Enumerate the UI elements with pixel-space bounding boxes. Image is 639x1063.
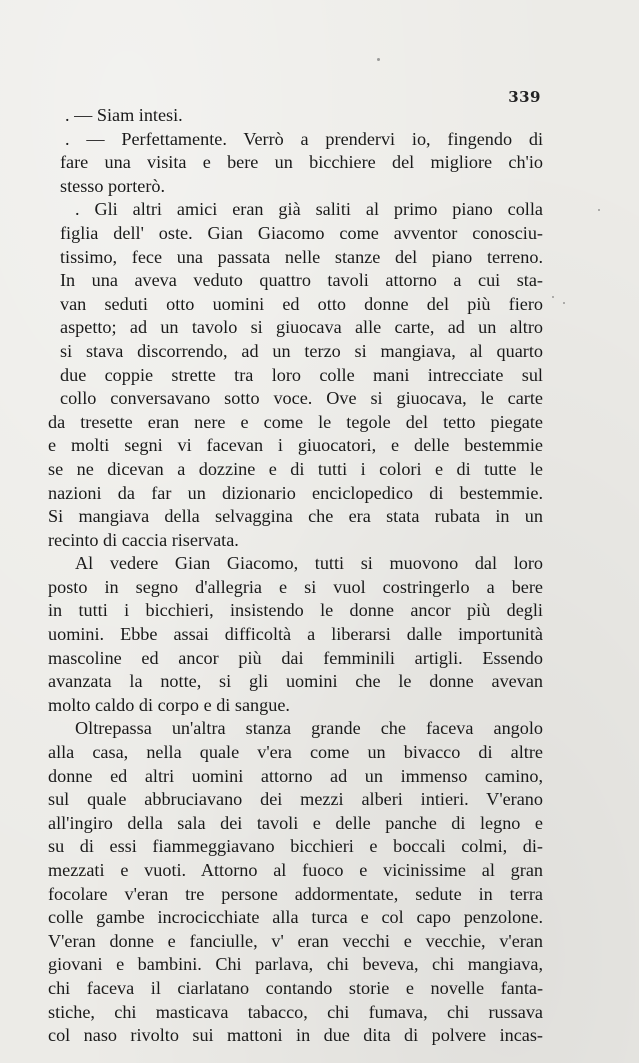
text-line: Oltrepassa un'altra stanza grande che faceva angolo <box>75 718 543 739</box>
text-line: colle gambe incrocicchiate alla turca e col capo penzolone. <box>48 907 543 928</box>
text-line: due coppie strette tra loro colle mani intrecciate sul <box>60 364 543 385</box>
body-text <box>48 104 543 1048</box>
text-line: Si mangiava della selvaggina che era stata rubata in un <box>48 506 543 527</box>
text-line: collo conversavano sotto voce. Ove si giuocava, le carte <box>60 388 543 409</box>
text-line: In una aveva veduto quattro tavoli attorno a cui sta- <box>60 270 543 291</box>
text-line: Al vedere Gian Giacomo, tutti si muovono dal loro <box>75 553 543 574</box>
text-line: e molti segni vi facevan i giuocatori, e delle bestemmie <box>48 435 543 456</box>
text-line: all'ingiro della sala dei tavoli e delle panche di legno e <box>48 812 543 833</box>
text-line: avanzata la notte, si gli uomini che le donne avevan <box>48 671 543 692</box>
text-line: sul quale abbruciavano dei mezzi alberi intieri. V'erano <box>48 789 543 810</box>
text-line: nazioni da far un dizionario enciclopedico di bestemmie. <box>48 482 543 503</box>
print-speck <box>552 296 554 298</box>
text-line: si stava discorrendo, ad un terzo si mangiava, al quarto <box>60 340 543 361</box>
text-line: . — Perfettamente. Verrò a prendervi io, fingendo di <box>65 128 543 149</box>
text-line: tissimo, fece una passata nelle stanze del piano terreno. <box>60 246 543 267</box>
print-speck <box>377 58 380 61</box>
text-line: col naso rivolto sui mattoni in due dita di polvere incas- <box>48 1025 543 1046</box>
print-speck <box>563 302 565 304</box>
text-line: molto caldo di corpo e di sangue. <box>48 694 290 715</box>
page-number: 339 <box>508 88 541 106</box>
text-line: V'eran donne e fanciulle, v' eran vecchi e vecchie, v'eran <box>48 930 543 951</box>
text-line: . — Siam intesi. <box>65 105 183 125</box>
text-line: stesso porterò. <box>60 175 166 196</box>
text-line: uomini. Ebbe assai difficoltà a liberarsi dalle importunità <box>48 624 543 645</box>
text-line: stiche, chi masticava tabacco, chi fumava, chi russava <box>48 1001 543 1022</box>
text-line: fare una visita e bere un bicchiere del migliore ch'io <box>60 152 543 173</box>
text-line: su di essi fiammeggiavano bicchieri e boccali colmi, di- <box>48 836 543 857</box>
text-line: . Gli altri amici eran già saliti al primo piano colla <box>75 199 543 220</box>
text-line: van seduti otto uomini ed otto donne del più fiero <box>60 293 543 314</box>
text-line: posto in segno d'allegria e si vuol costringerlo a bere <box>48 576 543 597</box>
text-line: figlia dell' oste. Gian Giacomo come avventor conosciu- <box>60 222 543 243</box>
text-line: giovani e bambini. Chi parlava, chi beveva, chi mangiava, <box>48 954 543 975</box>
text-line: mezzati e vuoti. Attorno al fuoco e vicinissime al gran <box>48 860 543 880</box>
text-line: donne ed altri uomini attorno ad un immenso camino, <box>48 765 543 786</box>
text-line: chi faceva il ciarlatano contando storie e novelle fanta- <box>48 977 543 998</box>
text-line: focolare v'eran tre persone addormentate, sedute in terra <box>48 883 543 904</box>
text-line: aspetto; ad un tavolo si giuocava alle carte, ad un altro <box>60 317 543 338</box>
text-line: mascoline ed ancor più dai femminili artigli. Essendo <box>48 647 543 668</box>
text-line: in tutti i bicchieri, insistendo le donne ancor più degli <box>48 600 543 621</box>
text-line: da tresette eran nere e come le tegole del tetto piegate <box>48 411 543 432</box>
text-line: alla casa, nella quale v'era come un bivacco di altre <box>48 742 543 763</box>
text-line: recinto di caccia riservata. <box>48 529 239 550</box>
text-line: se ne dicevan a dozzine e di tutti i colori e di tutte le <box>48 458 543 479</box>
print-speck <box>598 209 600 211</box>
